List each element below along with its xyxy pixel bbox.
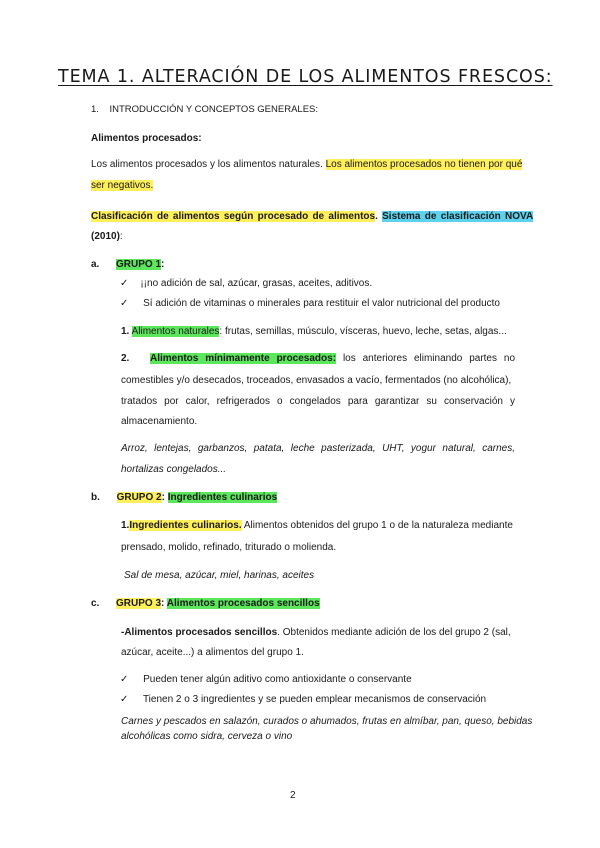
check-icon: ✓ xyxy=(120,278,129,289)
group-a-item-2-line-3: tratados por calor, refrigerados o congelados para garantizar su conservación y xyxy=(121,396,515,407)
item-number: 2. xyxy=(121,353,130,364)
group-b-colon: : xyxy=(161,492,165,503)
group-c-label: GRUPO 3 xyxy=(116,598,162,609)
intro-highlight-2: ser negativos. xyxy=(91,180,154,191)
group-c-colon: : xyxy=(161,598,165,609)
group-b-letter: b. xyxy=(91,492,100,503)
item-text: los anteriores eliminando partes no xyxy=(342,353,516,364)
page-title: TEMA 1. ALTERACIÓN DE LOS ALIMENTOS FRESCOS: xyxy=(58,67,553,87)
group-c-heading xyxy=(91,598,320,609)
check-text: ¡¡no adición de sal, azúcar, grasas, aceites, aditivos. xyxy=(140,278,373,289)
group-a-item-2-line-2: comestibles y/o desecados, troceados, envasados a vacío, fermentados (no alcohólica), xyxy=(121,375,512,386)
intro-line-2 xyxy=(91,180,153,191)
classification-year-line xyxy=(91,231,123,242)
group-a-heading xyxy=(91,259,164,270)
group-c-check-1 xyxy=(120,674,412,685)
group-b-heading xyxy=(91,492,277,503)
year-colon: : xyxy=(119,231,123,242)
classification-line xyxy=(91,211,533,222)
group-a-colon: : xyxy=(161,259,165,270)
nova-year: (2010) xyxy=(91,231,120,242)
check-icon: ✓ xyxy=(120,298,129,309)
item-highlight: Alimentos naturales xyxy=(131,326,220,337)
item-number: 1. xyxy=(121,326,130,337)
group-c-check-2 xyxy=(120,694,486,705)
section-heading xyxy=(91,104,318,115)
item-text: Alimentos obtenidos del grupo 1 o de la naturaleza mediante xyxy=(241,520,513,531)
item-highlight: Ingredientes culinarios. xyxy=(129,520,242,531)
group-a-examples-line-1: Arroz, lentejas, garbanzos, patata, leche pasterizada, UHT, yogur natural, carnes, xyxy=(121,443,515,454)
processed-heading: Alimentos procesados: xyxy=(91,133,202,144)
group-a-letter: a. xyxy=(91,259,100,270)
group-a-check-1 xyxy=(120,278,372,289)
item-highlight: Alimentos mínimamente procesados: xyxy=(150,353,337,364)
item-text: : frutas, semillas, músculo, vísceras, huevo, leche, setas, algas... xyxy=(219,326,507,337)
intro-highlight-1: Los alimentos procesados no tienen por qué xyxy=(325,159,523,170)
check-icon: ✓ xyxy=(120,674,129,685)
group-c-definition-line-2: azúcar, aceite...) a alimentos del grupo 1. xyxy=(121,647,304,658)
group-b-example: Sal de mesa, azúcar, miel, harinas, aceites xyxy=(124,570,315,581)
group-c-examples-line-2: alcohólicas como sidra, cerveza o vino xyxy=(121,731,293,742)
intro-line-1 xyxy=(91,159,522,170)
section-title: INTRODUCCIÓN Y CONCEPTOS GENERALES: xyxy=(109,104,319,115)
group-c-examples-line-1: Carnes y pescados en salazón, curados o ahumados, frutas en almíbar, pan, queso, bebidas xyxy=(121,716,533,727)
group-a-item-2-line-1 xyxy=(121,353,515,364)
group-a-item-1 xyxy=(121,326,507,337)
group-a-examples-line-2: hortalizas congelados... xyxy=(121,464,227,475)
classification-dot: . xyxy=(375,211,378,222)
group-c-letter: c. xyxy=(91,598,100,609)
nova-highlight: Sistema de clasificación NOVA xyxy=(382,211,534,222)
item-number: 1. xyxy=(121,520,130,531)
group-b-item-line-1 xyxy=(121,520,513,531)
intro-text: Los alimentos procesados y los alimentos naturales. xyxy=(91,159,323,170)
group-a-label: GRUPO 1 xyxy=(116,259,162,270)
check-text: Pueden tener algún aditivo como antioxidante o conservante xyxy=(143,674,412,685)
group-b-highlight: Ingredientes culinarios xyxy=(167,492,278,503)
page-number: 2 xyxy=(290,790,296,801)
check-text: Sí adición de vitaminas o minerales para restituir el valor nutricional del producto xyxy=(143,298,500,309)
group-c-highlight: Alimentos procesados sencillos xyxy=(166,598,320,609)
group-b-label: GRUPO 2 xyxy=(116,492,162,503)
group-b-item-line-2: prensado, molido, refinado, triturado o molienda. xyxy=(121,542,337,553)
definition-term: -Alimentos procesados sencillos xyxy=(121,627,278,638)
group-a-check-2 xyxy=(120,298,500,309)
definition-text: . Obtenidos mediante adición de los del grupo 2 (sal, xyxy=(277,627,511,638)
classification-highlight: Clasificación de alimentos según procesado de alimentos xyxy=(91,211,376,222)
section-number: 1. xyxy=(91,104,99,115)
group-a-item-2-line-4: almacenamiento. xyxy=(121,416,198,427)
check-icon: ✓ xyxy=(120,694,129,705)
group-c-definition-line-1 xyxy=(121,627,511,638)
check-text: Tienen 2 o 3 ingredientes y se pueden emplear mecanismos de conservación xyxy=(142,694,487,705)
